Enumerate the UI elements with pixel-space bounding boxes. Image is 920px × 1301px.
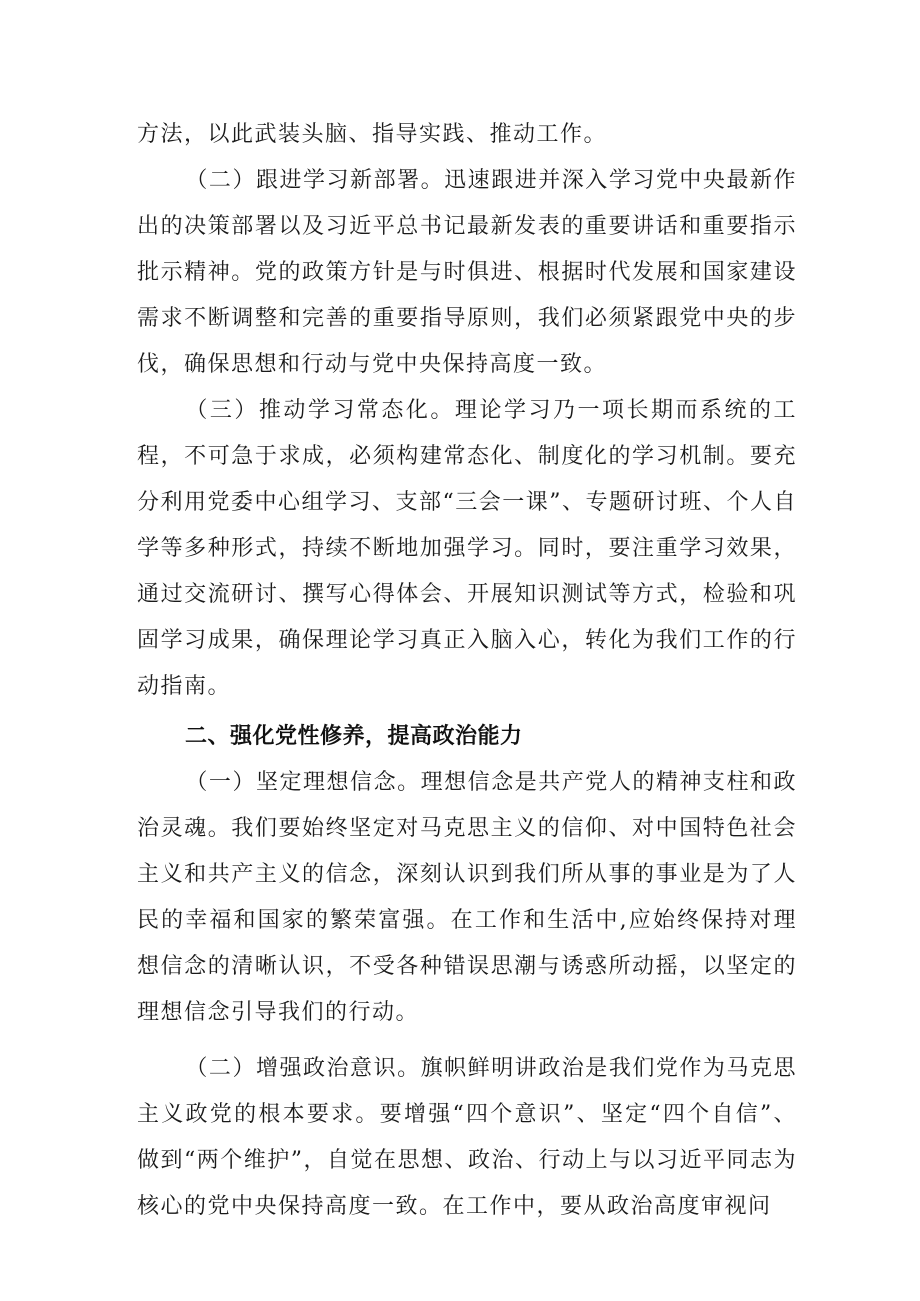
paragraph-firm-ideals: （一）坚定理想信念。理想信念是共产党人的精神支柱和政治灵魂。我们要始终坚定对马克思主义的信仰、对中国特色社会主义和共产主义的信念，深刻认识到我们所从事的事业是为了人民的幸福和国家的繁荣富强。在工作和生活中,应始终保持对理想信念的清晰认识，不受各种错误思潮与诱惑所动摇，以坚定的理想信念引导我们的行动。 (137, 770, 797, 1025)
paragraph-follow-new-deployment: （二）跟进学习新部署。迅速跟进并深入学习党中央最新作出的决策部署以及习近平总书记最新发表的重要讲话和重要指示批示精神。党的政策方针是与时俱进、根据时代发展和国家建设需求不断调整和完善的重要指导原则，我们必须紧跟党中央的步伐，确保思想和行动与党中央保持高度一致。 (137, 168, 797, 377)
paragraph-political-awareness: （二）增强政治意识。旗帜鲜明讲政治是我们党作为马克思主义政党的根本要求。要增强“四个意识”、坚定“四个自信”、做到“两个维护”，自觉在思想、政治、行动上与以习近平同志为核心的党中央保持高度一致。在工作中，要从政治高度审视问 (137, 1056, 797, 1219)
document-body (137, 112, 797, 1230)
paragraph-continuation: 方法，以此武装头脑、指导实践、推动工作。 (137, 122, 608, 147)
section-heading-party-spirit: 二、强化党性修养，提高政治能力 (185, 724, 523, 749)
paragraph-normalize-learning: （三）推动学习常态化。理论学习乃一项长期而系统的工程，不可急于求成，必须构建常态化、制度化的学习机制。要充分利用党委中心组学习、支部“三会一课”、专题研讨班、个人自学等多种形式，持续不断地加强学习。同时，要注重学习效果，通过交流研讨、撰写心得体会、开展知识测试等方式，检验和巩固学习成果，确保理论学习真正入脑入心，转化为我们工作的行动指南。 (137, 398, 797, 699)
